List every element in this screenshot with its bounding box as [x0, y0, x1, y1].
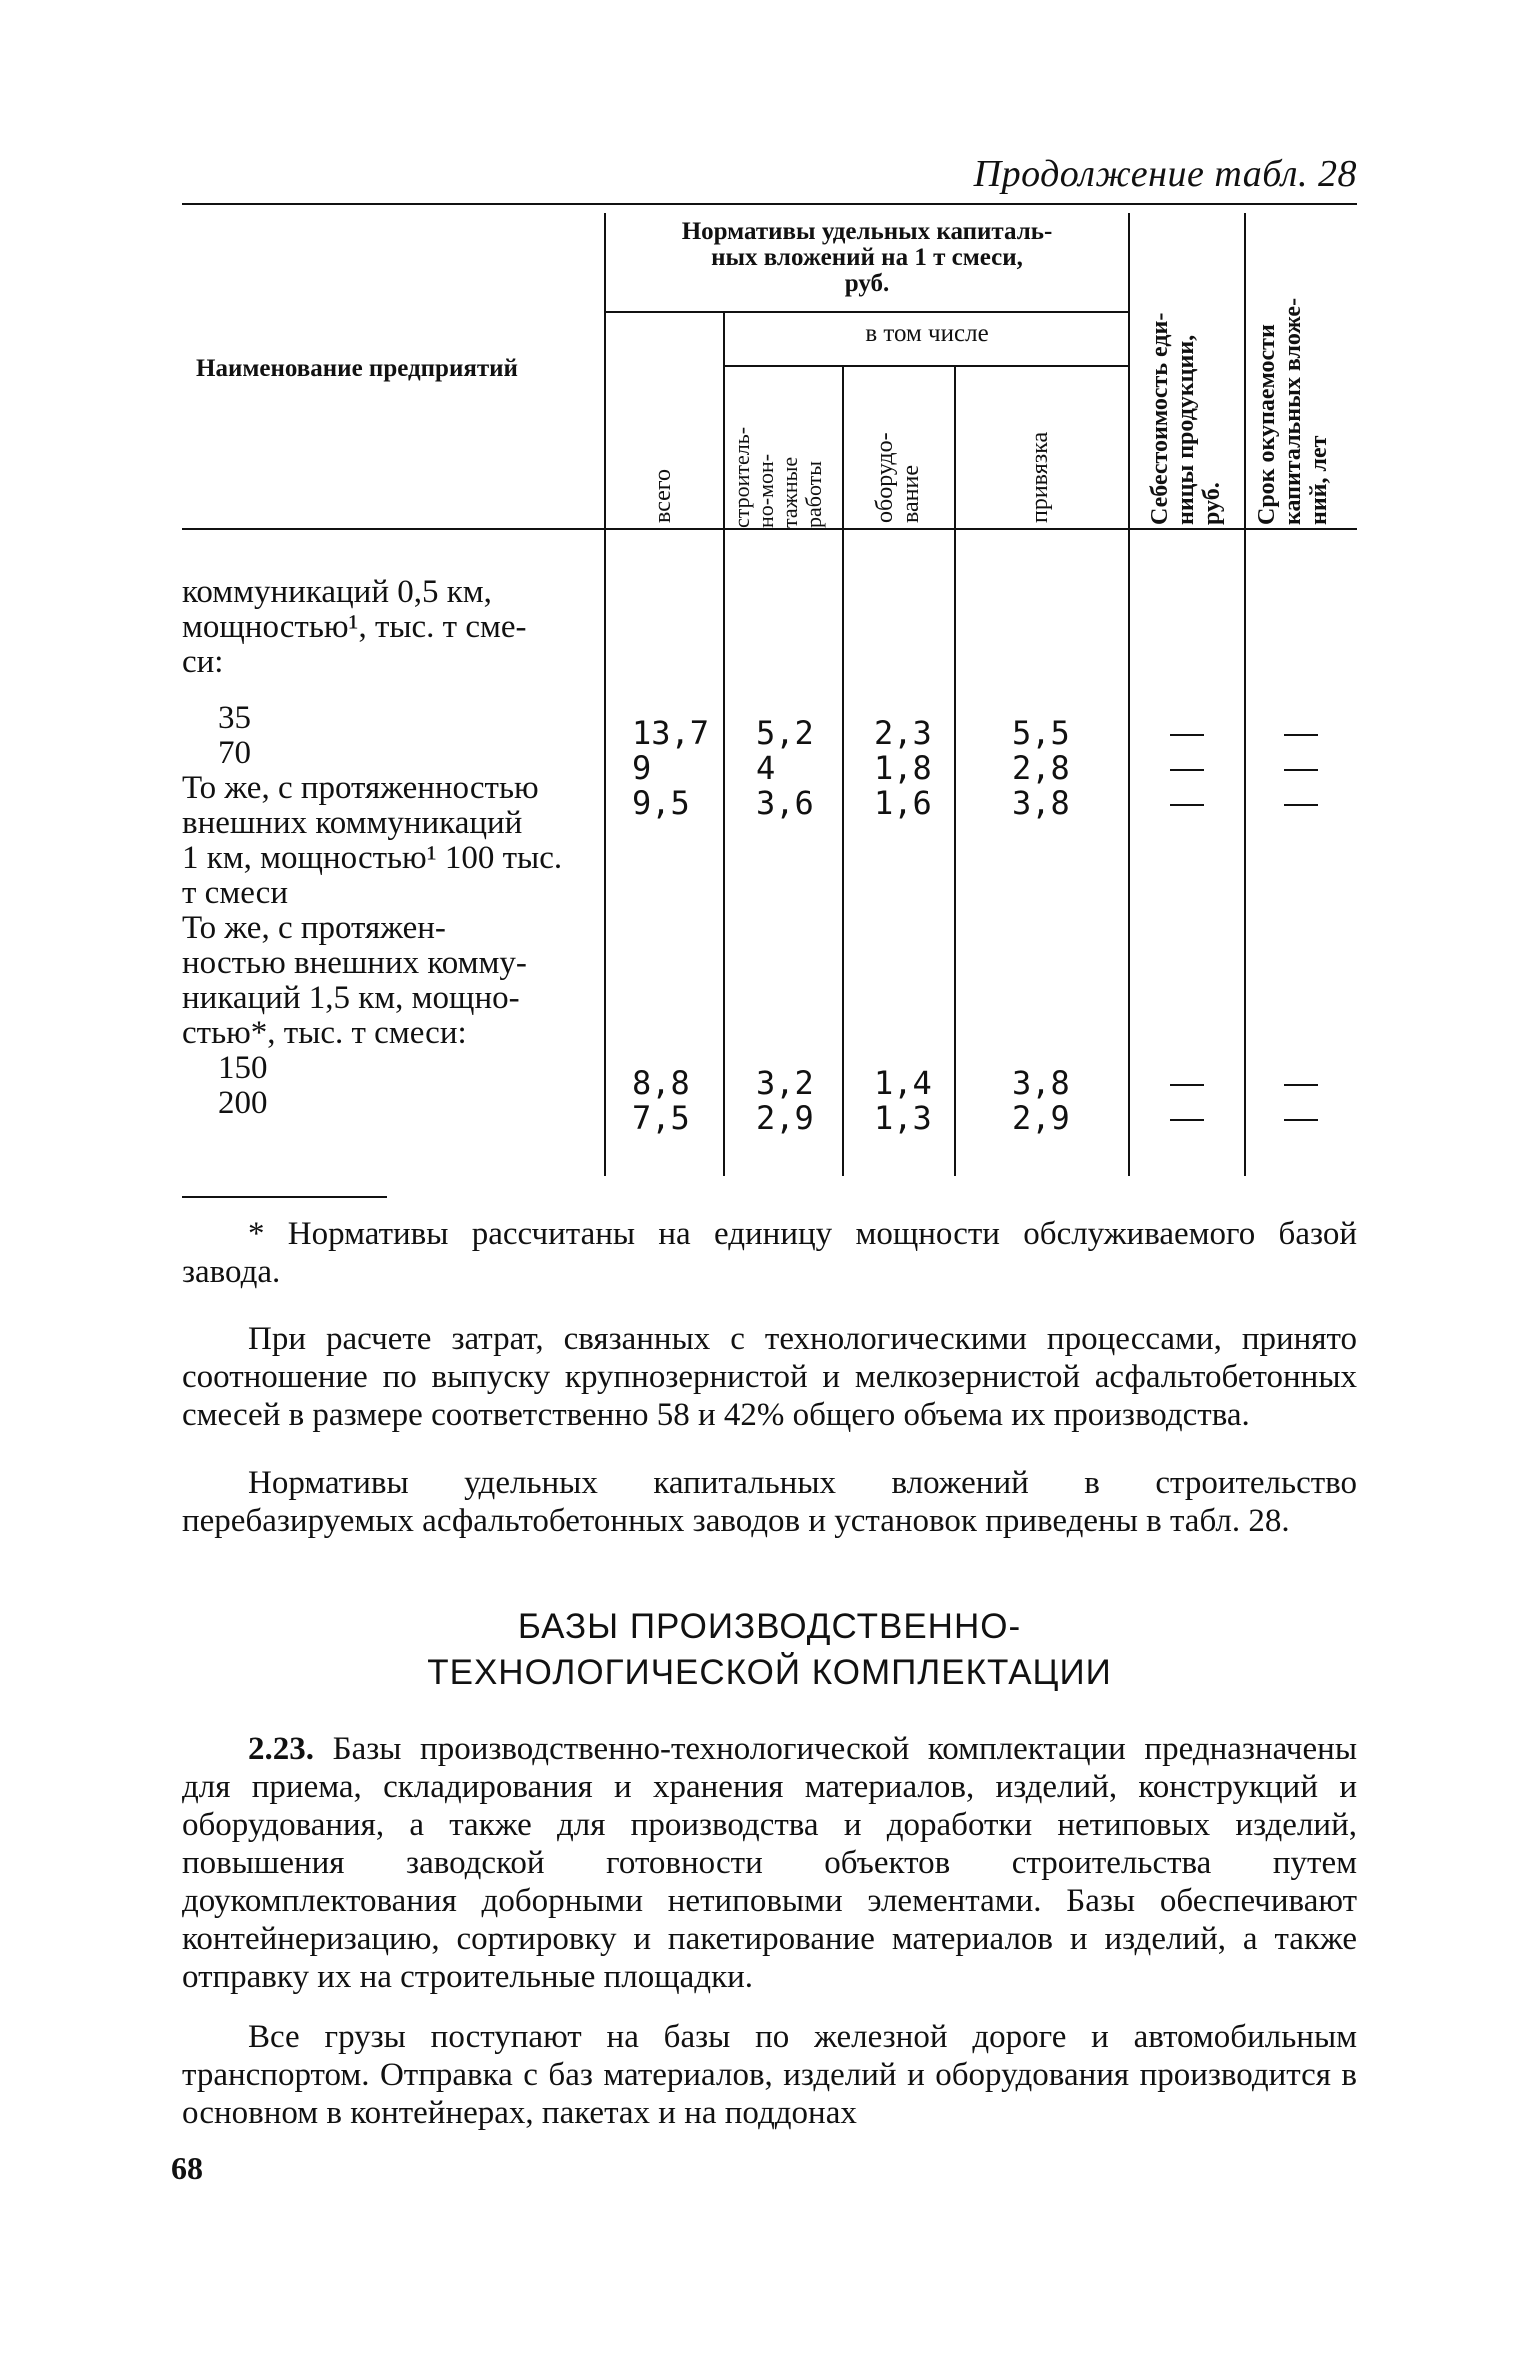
- name-line: си:: [182, 644, 224, 680]
- table-cell: 1,8: [874, 749, 932, 787]
- cells-binding-a: [1012, 716, 1070, 821]
- empty-cell-dash: [1284, 1084, 1318, 1086]
- table-cell: 3,8: [1012, 1064, 1070, 1102]
- table-cell: 1,3: [874, 1099, 932, 1137]
- table-cell: 4: [756, 749, 776, 787]
- table-cell: 3,8: [1012, 784, 1070, 822]
- empty-cell-dash: [1170, 734, 1204, 736]
- col-rule-binding: [1128, 213, 1130, 1176]
- header-unit-cost: Себестоимость еди- ницы продукции, руб.: [1147, 312, 1225, 525]
- table-cell: 2,8: [1012, 749, 1070, 787]
- paragraph-2-23: 2.23. Базы производственно-технологической комплектации предназначены для приема, складирования и хранения материалов, изделий, конструкций и оборудования, а также для производства и доработки нетиповых изделий, повышения заводской готовности объектов строительства путем доукомплектования доборными нетиповыми элементами. Базы обеспечивают контейнеризацию, сортировку и пакетирование материалов и изделий, а также отправку их на строительные площадки.: [182, 1731, 1357, 1995]
- header-construction: строитель- но-мон- тажные работы: [729, 426, 826, 528]
- cells-binding-b: [1012, 1066, 1070, 1136]
- cells-total-a: [632, 716, 709, 821]
- cells-total-b: [632, 1066, 690, 1136]
- col-rule-construction: [842, 365, 844, 1176]
- name-line: ностью внешних комму-: [182, 945, 527, 981]
- table-cell: 2,9: [756, 1099, 814, 1137]
- empty-cell-dash: [1170, 1084, 1204, 1086]
- footnote-rule: [182, 1196, 387, 1198]
- table-cell: 3,2: [756, 1064, 814, 1102]
- col-rule-name: [604, 213, 606, 1176]
- table-cell: 2,3: [874, 714, 932, 752]
- table-cell: 3,6: [756, 784, 814, 822]
- paragraph-capital-norms: Нормативы удельных капитальных вложений в строительство перебазируемых асфальтобетонных заводов и установок приведены в табл. 28.: [182, 1465, 1357, 1539]
- name-line: 35: [218, 700, 251, 736]
- name-line: 150: [218, 1050, 268, 1086]
- header-payback-period: Срок окупаемости капитальных вложе- ний, лет: [1254, 297, 1332, 525]
- section-heading: БАЗЫ ПРОИЗВОДСТВЕННО- ТЕХНОЛОГИЧЕСКОЙ КОМПЛЕКТАЦИИ: [427, 1607, 1112, 1692]
- table-top-rule: [182, 203, 1357, 205]
- header-equipment: оборудо- вание: [872, 432, 924, 523]
- header-binding: привязка: [1027, 431, 1053, 523]
- col-rule-cost: [1244, 213, 1246, 1176]
- name-line: 1 км, мощностью¹ 100 тыс.: [182, 840, 563, 876]
- empty-cell-dash: [1284, 804, 1318, 806]
- name-line: внешних коммуникаций: [182, 805, 523, 841]
- paragraph-cargo: Все грузы поступают на базы по железной дороге и автомобильным транспортом. Отправка с баз материалов, изделий и оборудования производится в основном в контейнерах, пакетах и на поддонах: [182, 2019, 1357, 2131]
- table-cell: 7,5: [632, 1099, 690, 1137]
- paragraph-cost-ratio: При расчете затрат, связанных с технологическими процессами, принято соотношение по выпуску крупнозернистой и мелкозернистой асфальтобетонных смесей в размере соответственно 58 и 42% общего объема их производства.: [182, 1321, 1357, 1433]
- header-including: в том числе: [865, 320, 989, 347]
- table-footnote: * Нормативы рассчитаны на единицу мощности обслуживаемого базой завода.: [182, 1216, 1357, 1290]
- cells-equipment-a: [874, 716, 932, 821]
- table-cell: 1,6: [874, 784, 932, 822]
- subgroup-header-rule: [725, 365, 1128, 367]
- name-line: мощностью¹, тыс. т сме-: [182, 609, 527, 645]
- table-cell: 9,5: [632, 784, 690, 822]
- table-cell: 13,7: [632, 714, 710, 752]
- name-line: т смеси: [182, 875, 288, 911]
- cells-equipment-b: [874, 1066, 932, 1136]
- col-rule-total: [723, 311, 725, 1176]
- header-bottom-rule: [182, 528, 1357, 530]
- name-line: никаций 1,5 км, мощно-: [182, 980, 520, 1016]
- data-table: [182, 203, 1357, 1173]
- name-line: 200: [218, 1085, 268, 1121]
- name-line: То же, с протяжен-: [182, 910, 446, 946]
- empty-cell-dash: [1170, 804, 1204, 806]
- empty-cell-dash: [1284, 769, 1318, 771]
- paragraph-number: 2.23.: [248, 1731, 314, 1767]
- page-number: 68: [171, 2150, 203, 2186]
- table-cell: 1,4: [874, 1064, 932, 1102]
- group-header-rule: [606, 311, 1128, 313]
- enterprise-name-column: [182, 575, 602, 1121]
- col-rule-equipment: [954, 365, 956, 1176]
- table-cell: 5,5: [1012, 714, 1070, 752]
- table-cell: 9: [632, 749, 652, 787]
- table-cell: 8,8: [632, 1064, 690, 1102]
- name-line: стью*, тыс. т смеси:: [182, 1015, 467, 1051]
- table-cell: 5,2: [756, 714, 814, 752]
- empty-cell-dash: [1170, 769, 1204, 771]
- name-line: коммуникаций 0,5 км,: [182, 574, 492, 610]
- header-total: всего: [650, 468, 676, 523]
- table-continuation-title: Продолжение табл. 28: [973, 153, 1357, 195]
- empty-cell-dash: [1284, 734, 1318, 736]
- table-cell: 2,9: [1012, 1099, 1070, 1137]
- cells-construction-a: [756, 716, 814, 821]
- empty-cell-dash: [1170, 1119, 1204, 1121]
- header-enterprise-name: Наименование предприятий: [196, 355, 518, 382]
- header-capital-norms: Нормативы удельных капиталь- ных вложений на 1 т смеси, руб.: [681, 218, 1053, 297]
- name-line: То же, с протяженностью: [182, 770, 539, 806]
- cells-construction-b: [756, 1066, 814, 1136]
- name-line: 70: [218, 735, 251, 771]
- empty-cell-dash: [1284, 1119, 1318, 1121]
